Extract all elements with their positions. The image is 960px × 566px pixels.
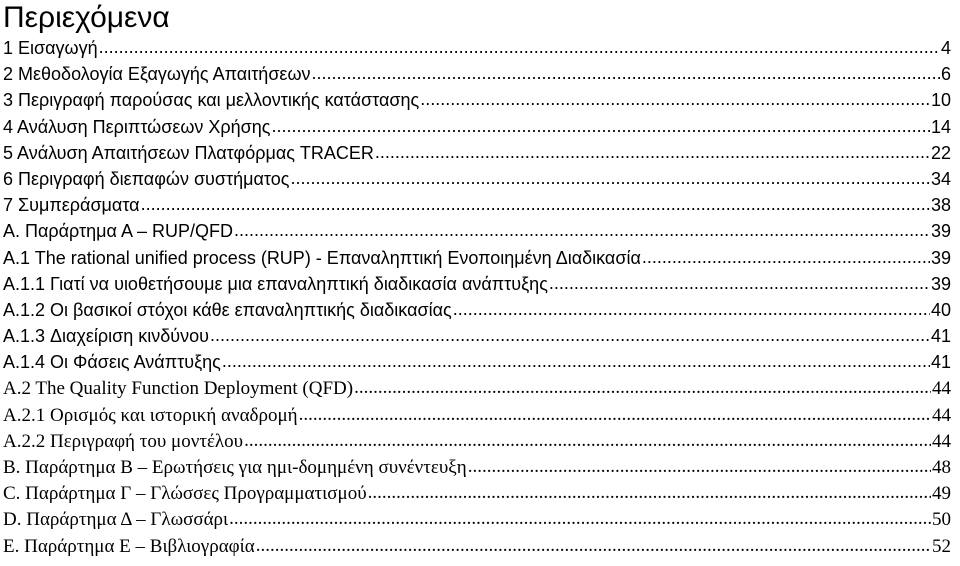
toc-entry-page: 49: [932, 483, 951, 505]
toc-entry-page: 14: [930, 116, 951, 137]
toc-entry[interactable]: [3, 248, 951, 274]
dot-leader: [99, 37, 940, 58]
toc-entry-page: 41: [930, 326, 951, 347]
dot-leader: [290, 168, 930, 189]
toc-entry[interactable]: [3, 352, 951, 378]
dot-leader: [299, 404, 931, 426]
dot-leader: [368, 482, 931, 504]
toc-entry-page: 50: [932, 509, 951, 531]
dot-leader: [210, 325, 930, 346]
toc-entry[interactable]: [3, 195, 951, 221]
toc-entry-page: 44: [932, 404, 951, 426]
toc-entry-label: A.2.2 Περιγραφή του μοντέλου: [3, 430, 244, 452]
toc-entry[interactable]: [3, 117, 951, 143]
toc-entry[interactable]: [3, 90, 951, 116]
toc-entry-page: 44: [932, 430, 951, 452]
toc-entry-label: C. Παράρτημα Γ – Γλώσσες Προγραμματισμού: [3, 483, 367, 505]
toc-entry-label: A.2 The Quality Function Deployment (QFD): [3, 378, 354, 400]
toc-entry-page: 39: [930, 247, 951, 268]
dot-leader: [420, 89, 930, 110]
toc-entry[interactable]: [3, 431, 951, 457]
toc-entry-label: 1 Εισαγωγή: [3, 38, 98, 58]
toc-entry-page: 10: [930, 90, 951, 111]
toc-entry-page: 39: [930, 273, 951, 294]
toc-entry[interactable]: [3, 64, 951, 90]
toc-entry[interactable]: [3, 221, 951, 247]
dot-leader: [375, 142, 930, 163]
toc-entry[interactable]: [3, 274, 951, 300]
toc-entry-page: 44: [932, 378, 951, 400]
toc-entry-page: 6: [940, 64, 951, 85]
toc-entry[interactable]: [3, 169, 951, 195]
toc-entry-page: 41: [930, 352, 951, 373]
dot-leader: [549, 273, 930, 294]
toc-entry[interactable]: [3, 509, 951, 535]
toc-entry-page: 34: [930, 168, 951, 189]
toc-entry-page: 40: [930, 299, 951, 320]
table-of-contents: [3, 0, 951, 562]
toc-entry-label: 4 Ανάλυση Περιπτώσεων Χρήσης: [3, 116, 271, 137]
toc-entry-label: A.1.2 Οι βασικοί στόχοι κάθε επαναληπτικής διαδικασίας: [3, 299, 452, 320]
toc-entry-page: 39: [930, 221, 951, 242]
toc-entry-label: D. Παράρτημα Δ – Γλωσσάρι: [3, 509, 229, 531]
toc-entry-label: A.1.3 Διαχείριση κινδύνου: [3, 326, 210, 347]
dot-leader: [256, 535, 931, 557]
toc-entry-page: 22: [930, 142, 951, 163]
toc-entry-label: A.1.4 Οι Φάσεις Ανάπτυξης: [3, 352, 221, 373]
toc-entry[interactable]: [3, 536, 951, 562]
toc-entry[interactable]: [3, 143, 951, 169]
toc-entry-label: 5 Ανάλυση Απαιτήσεων Πλατφόρμας TRACER: [3, 142, 374, 163]
toc-entry[interactable]: [3, 457, 951, 483]
toc-entry-label: A.1 The rational unified process (RUP) - Επαναληπτική Ενοποιημένη Διαδικασία: [3, 247, 641, 268]
toc-entry[interactable]: [3, 300, 951, 326]
dot-leader: [312, 63, 940, 84]
toc-entry-label: A.1.1 Γιατί να υιοθετήσουμε μια επαναληπτική διαδικασία ανάπτυξης: [3, 273, 548, 294]
toc-entry-label: 3 Περιγραφή παρούσας και μελλοντικής κατάστασης: [3, 90, 420, 111]
toc-entry[interactable]: [3, 378, 951, 404]
toc-entry-label: B. Παράρτημα Β – Ερωτήσεις για ημι-δομημένη συνέντευξη: [3, 457, 467, 478]
dot-leader: [229, 508, 931, 530]
toc-entry[interactable]: [3, 483, 951, 509]
toc-entry-label: A. Παράρτημα Α – RUP/QFD: [3, 221, 233, 242]
toc-entry-label: 2 Μεθοδολογία Εξαγωγής Απαιτήσεων: [3, 64, 311, 85]
toc-title: Περιεχόμενα: [3, 1, 170, 34]
dot-leader: [234, 220, 930, 241]
toc-entry-label: 6 Περιγραφή διεπαφών συστήματος: [3, 168, 290, 189]
toc-entry[interactable]: [3, 405, 951, 431]
toc-entry-page: 48: [932, 457, 951, 478]
toc-entry[interactable]: [3, 326, 951, 352]
toc-entry-page: 38: [930, 195, 951, 216]
toc-entry-label: A.2.1 Ορισμός και ιστορική αναδρομή: [3, 404, 298, 426]
toc-entry-page: 52: [932, 535, 951, 557]
dot-leader: [271, 116, 930, 137]
toc-entry-label: E. Παράρτημα Ε – Βιβλιογραφία: [3, 535, 255, 557]
dot-leader: [354, 377, 931, 399]
dot-leader: [453, 299, 930, 320]
dot-leader: [244, 430, 931, 452]
toc-entry-label: 7 Συμπεράσματα: [3, 195, 140, 216]
dot-leader: [222, 351, 930, 372]
toc-entry-page: 4: [940, 38, 951, 58]
dot-leader: [642, 247, 930, 268]
dot-leader: [468, 456, 931, 478]
dot-leader: [141, 194, 930, 215]
toc-entry[interactable]: [3, 38, 951, 64]
